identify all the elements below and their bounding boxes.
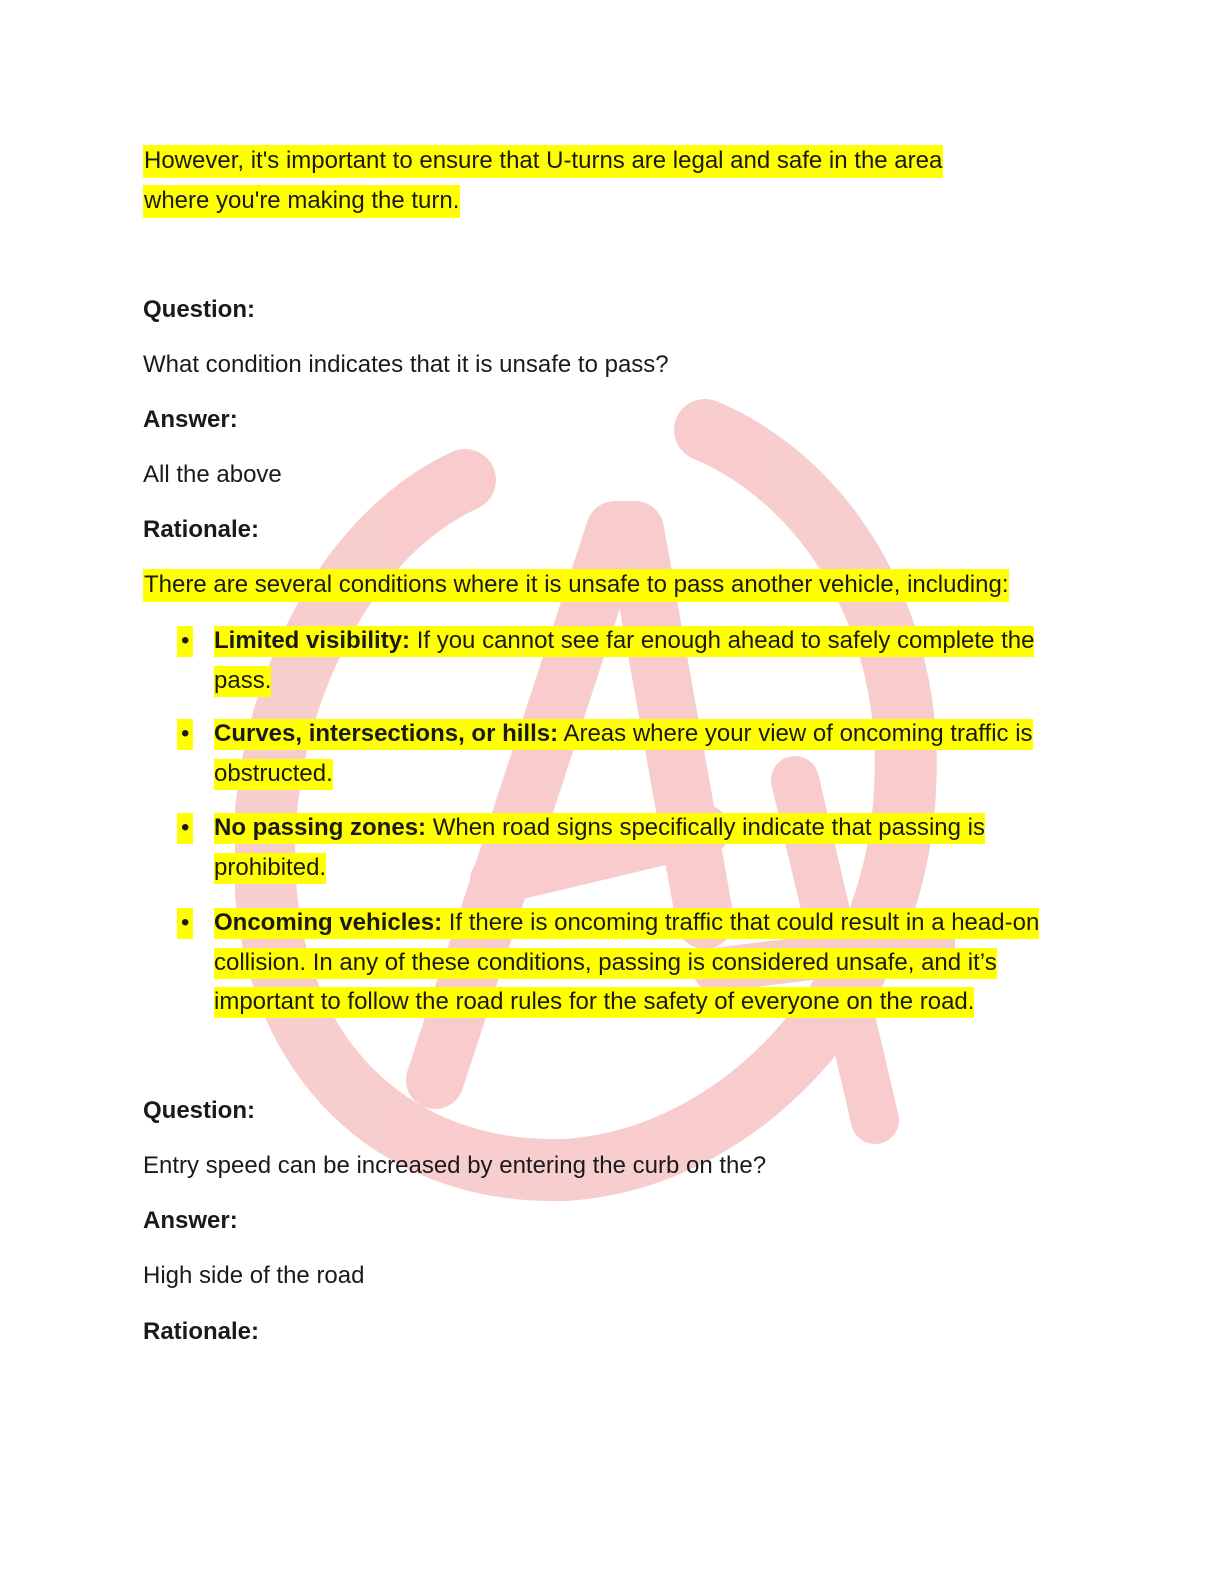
intro-line-2: where you're making the turn. [143, 181, 460, 221]
answer-label: Answer: [143, 406, 238, 433]
bullet-term: Limited visibility: [214, 627, 411, 654]
bullet-marker: • [177, 621, 193, 661]
rationale-label: Rationale: [143, 516, 260, 543]
bullet-marker: • [177, 808, 193, 848]
rationale-intro: There are several conditions where it is unsafe to pass another vehicle, including: [143, 565, 1009, 605]
list-item [214, 621, 1084, 700]
bullet-term: Curves, intersections, or hills: [214, 720, 559, 747]
bullet-text: Areas where your view of oncoming traffic is obstructed. [214, 720, 1033, 787]
bullet-text: When road signs specifically indicate that passing is prohibited. [214, 814, 985, 881]
bullet-text: If you cannot see far enough ahead to safely complete the pass. [214, 627, 1035, 694]
bullet-term: Oncoming vehicles: [214, 909, 443, 936]
bullet-marker: • [177, 903, 193, 943]
question-text: What condition indicates that it is unsafe to pass? [143, 351, 669, 378]
question-text: Entry speed can be increased by entering the curb on the? [143, 1152, 767, 1179]
question-label: Question: [143, 296, 255, 323]
answer-text: High side of the road [143, 1262, 365, 1289]
bullet-text: If there is oncoming traffic that could result in a head-on collision. In any of these conditions, passing is considered unsafe, and it’s important to follow the road rules for the safety of everyone on the road. [214, 909, 1040, 1015]
list-item [214, 714, 1084, 793]
intro-line-1: However, it's important to ensure that U-turns are legal and safe in the area [143, 141, 943, 181]
answer-text: All the above [143, 461, 282, 488]
rationale-label: Rationale: [143, 1318, 260, 1345]
list-item [214, 808, 1084, 887]
answer-label: Answer: [143, 1207, 238, 1234]
list-item [214, 903, 1084, 1022]
bullet-marker: • [177, 714, 193, 754]
question-label: Question: [143, 1097, 255, 1124]
bullet-term: No passing zones: [214, 814, 427, 841]
